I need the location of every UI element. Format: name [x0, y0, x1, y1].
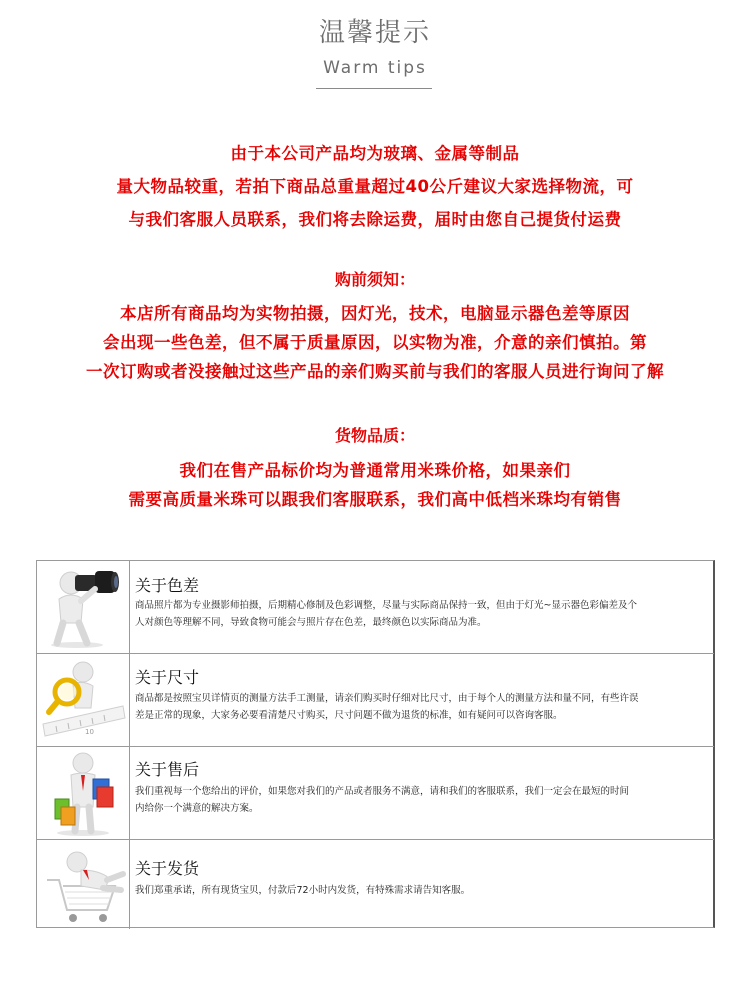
purchase-notice-line: 会出现一些色差，但不属于质量原因，以实物为准，介意的亲们慎拍。第: [103, 333, 647, 352]
shipping-notice-line: 与我们客服人员联系，我们将去除运费，届时由您自己提货付运费: [128, 210, 622, 229]
header-divider: [316, 88, 432, 89]
quality-notice-heading: 货物品质：: [334, 426, 415, 445]
info-row-shipping: [37, 840, 714, 932]
info-row-body-line: 人对颜色等理解不同，导致食物可能会与照片存在色差，最终颜色以实际商品为准。: [135, 617, 487, 628]
ruler-person-icon: [37, 654, 129, 746]
purchase-notice-heading: 购前须知：: [334, 270, 415, 289]
info-row-title: 关于尺寸: [135, 668, 200, 687]
shipping-notice-line: 由于本公司产品均为玻璃、金属等制品: [230, 144, 520, 163]
camera-person-icon: [37, 561, 129, 653]
info-row-body: [135, 882, 715, 899]
info-row-body-line: 内给你一个满意的解决方案。: [135, 803, 259, 814]
info-row-body-line: 商品都是按照宝贝详情页的测量方法手工测量，请亲们购买时仔细对比尺寸，由于每个人的测量方法和量不同，有些许误: [135, 693, 639, 704]
shipping-notice-line: 量大物品较重，若拍下商品总重量超过40公斤建议大家选择物流，可: [116, 177, 634, 196]
page-subtitle: Warm tips: [323, 58, 427, 78]
info-row-body: [135, 690, 715, 724]
info-row-body-line: 我们郑重承诺，所有现货宝贝，付款后72小时内发货，有特殊需求请告知客服。: [135, 885, 471, 896]
quality-notice-line: 我们在售产品标价均为普通常用米珠价格，如果亲们: [179, 461, 571, 480]
quality-notice-line: 需要高质量米珠可以跟我们客服联系，我们高中低档米珠均有销售: [128, 490, 622, 509]
info-row-title: 关于售后: [135, 760, 200, 779]
page-title: 温馨提示: [318, 18, 431, 48]
info-table: [36, 560, 715, 928]
info-row-title: 关于发货: [135, 859, 200, 878]
info-row-after-sales: [37, 747, 714, 839]
info-row-color: [37, 561, 714, 653]
info-row-body: [135, 597, 715, 631]
info-row-body-line: 差是正常的现象，大家务必要看清楚尺寸购买，尺寸问题不做为退货的标准，如有疑问可以咨询客服。: [135, 710, 563, 721]
info-row-title: 关于色差: [135, 576, 200, 595]
info-row-body-line: 我们重视每一个您给出的评价，如果您对我们的产品或者服务不满意，请和我们的客服联系，我们一定会在最短的时间: [135, 786, 630, 797]
svg-text:10: 10: [85, 728, 94, 736]
purchase-notice-line: 本店所有商品均为实物拍摄，因灯光，技术，电脑显示器色差等原因: [120, 304, 630, 323]
shopping-cart-person-icon: [37, 840, 129, 932]
purchase-notice-line: 一次订购或者没接触过这些产品的亲们购买前与我们的客服人员进行询问了解: [86, 362, 664, 381]
info-row-size: [37, 654, 714, 746]
shopping-bag-person-icon: [37, 747, 129, 839]
info-row-body: [135, 783, 715, 817]
info-row-body-line: 商品照片都为专业摄影师拍摄，后期精心修制及色彩调整，尽量与实际商品保持一致，但由于灯光~显示器色彩偏差及个: [135, 600, 637, 611]
